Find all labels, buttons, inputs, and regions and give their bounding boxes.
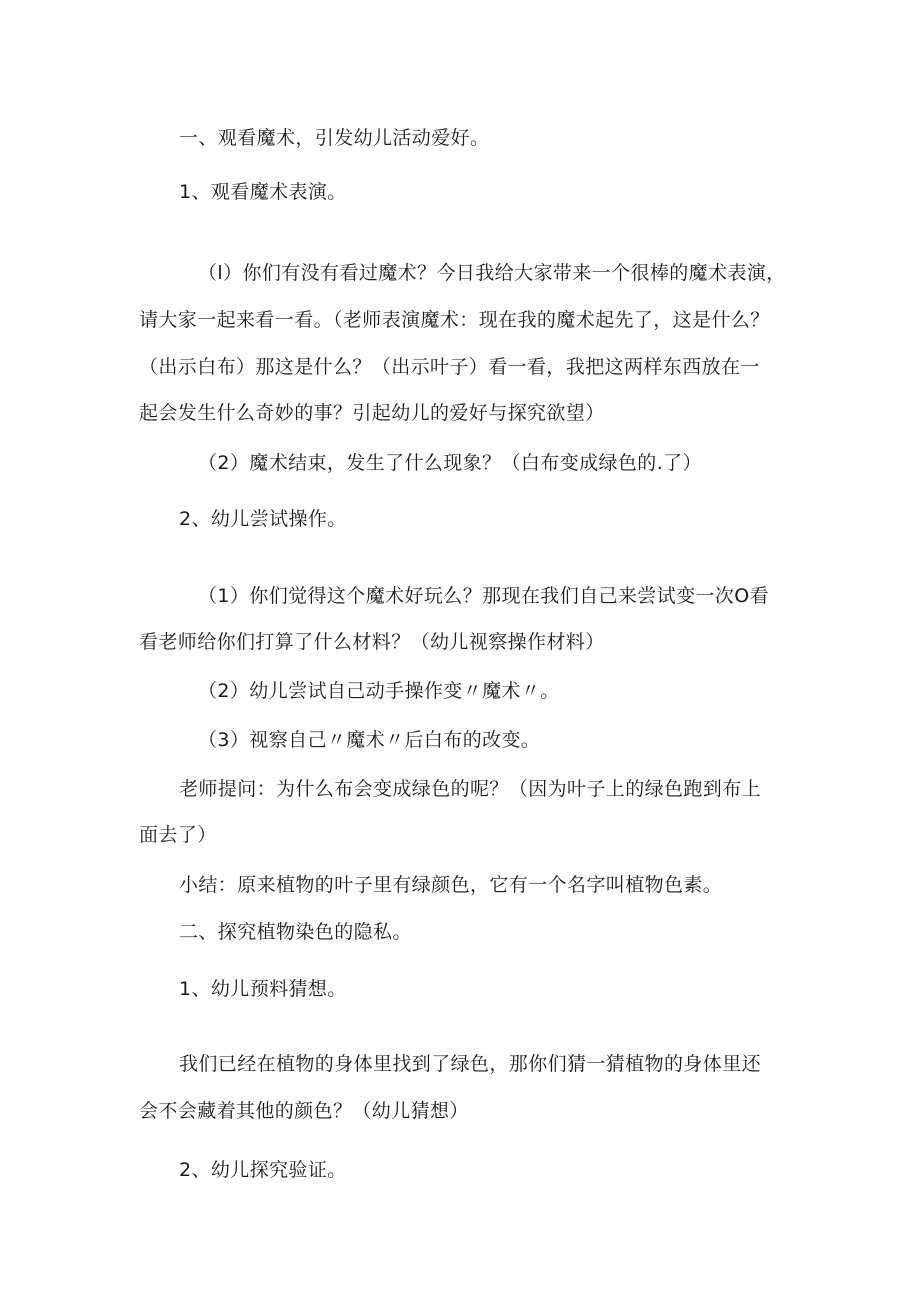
paragraph-line: 老师提问：为什么布会变成绿色的呢？（因为叶子上的绿色跑到布上 [179,778,762,800]
paragraph-line: （出示白布）那这是什么？（出示叶子）看一看，我把这两样东西放在一 [139,356,760,378]
paragraph-line: （2）幼儿尝试自己动手操作变〃魔术〃。 [198,680,560,702]
paragraph-line: 看老师给你们打算了什么材料？（幼儿视察操作材料） [139,631,605,653]
subheading-2-2: 2、幼儿探究验证。 [179,1159,347,1181]
paragraph-line: 面去了） [139,824,217,846]
paragraph-line: （1）你们觉得这个魔术好玩么？那现在我们自己来尝试变一次O看 [198,585,770,607]
section-heading-2: 二、探究植物染色的隐私。 [179,921,412,943]
subheading-2-1: 1、幼儿预料猜想。 [179,978,347,1000]
paragraph-line: 会不会藏着其他的颜色？（幼儿猜想） [139,1100,469,1122]
paragraph-line: （2）魔术结束，发生了什么现象？（白布变成绿色的.了） [198,452,702,474]
paragraph-line: （3）视察自己〃魔术〃后白布的改变。 [198,729,541,751]
section-heading-1: 一、观看魔术，引发幼儿活动爱好。 [179,127,490,149]
summary-line: 小结：原来植物的叶子里有绿颜色，它有一个名字叫植物色素。 [179,874,723,896]
paragraph-line: 我们已经在植物的身体里找到了绿色，那你们猜一猜植物的身体里还 [179,1053,762,1075]
subheading-1-2: 2、幼儿尝试操作。 [179,508,347,530]
subheading-1-1: 1、观看魔术表演。 [179,181,347,203]
paragraph-line: （l）你们有没有看过魔术？今日我给大家带来一个很棒的魔术表演， [198,262,786,284]
paragraph-line: 起会发生什么奇妙的事？引起幼儿的爱好与探究欲望） [139,402,605,424]
paragraph-line: 请大家一起来看一看。（老师表演魔术：现在我的魔术起先了，这是什么？ [139,309,770,331]
